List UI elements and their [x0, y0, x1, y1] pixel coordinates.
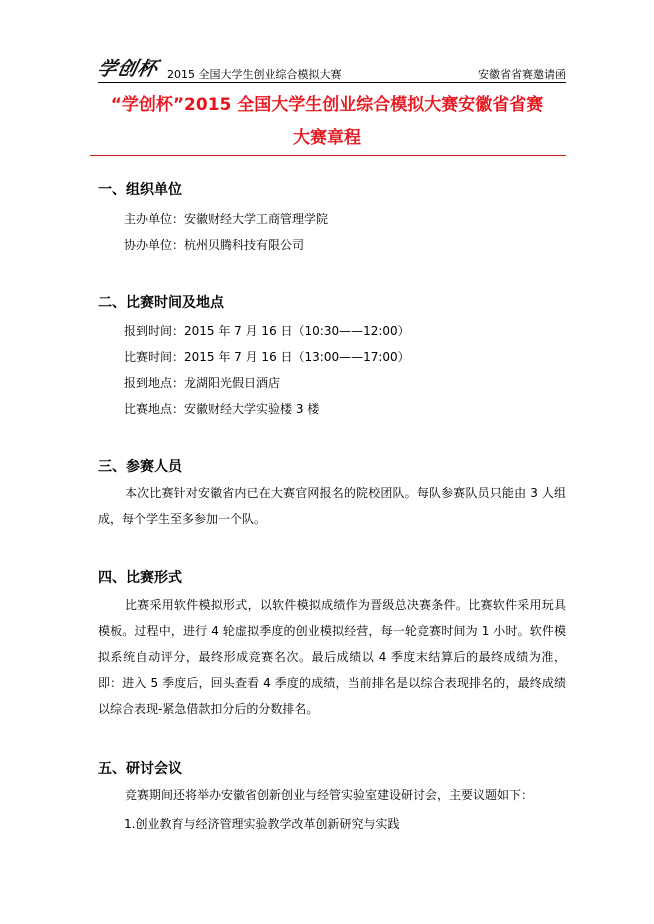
title-divider	[90, 155, 566, 156]
section-heading-participants: 三、参赛人员	[98, 459, 182, 475]
section-heading-organizers: 一、组织单位	[98, 182, 182, 198]
seminar-paragraph: 竞赛期间还将举办安徽省创新创业与经管实验室建设研讨会，主要议题如下：	[125, 788, 534, 802]
checkin-location: 报到地点：龙湖阳光假日酒店	[124, 376, 281, 390]
document-title-line2: 大赛章程	[293, 128, 361, 148]
header-title: 2015 全国大学生创业综合模拟大赛	[167, 68, 342, 81]
checkin-time: 报到时间：2015 年 7 月 16 日（10:30——12:00）	[124, 324, 410, 338]
header-right-text: 安徽省省赛邀请函	[478, 68, 566, 81]
participants-paragraph: 本次比赛针对安徽省内已在大赛官网报名的院校团队。每队参赛队员只能由 3 人组成，每个学生至多参加一个队。	[98, 486, 566, 526]
competition-time: 比赛时间：2015 年 7 月 16 日（13:00——17:00）	[124, 350, 410, 364]
section-heading-format: 四、比赛形式	[98, 570, 182, 586]
seminar-topic-item: 1.创业教育与经济管理实验教学改革创新研究与实践	[124, 817, 400, 831]
document-title-line1: “学创杯”2015 全国大学生创业综合模拟大赛安徽省省赛	[110, 95, 544, 115]
organizer-cohost: 协办单位：杭州贝腾科技有限公司	[124, 238, 305, 252]
section-heading-time-location: 二、比赛时间及地点	[98, 295, 224, 311]
format-paragraph: 比赛采用软件模拟形式，以软件模拟成绩作为晋级总决赛条件。比赛软件采用玩具模板。过程中，进行 4 轮虚拟季度的创业模拟经营，每一轮竞赛时间为 1 小时。软件模拟系统自动评分，最终形成竞赛名次。最后成绩以 4 季度末结算后的最终成绩为准，即：进入 5 季度后，回头查看 4 季度的成绩，当前排名是以综合表现排名的，最终成绩以综合表现-紧急借款扣分后的分数排名。	[98, 598, 566, 716]
xuechuangbei-logo: 学创杯	[95, 58, 161, 80]
competition-location: 比赛地点：安徽财经大学实验楼 3 楼	[124, 402, 320, 416]
organizer-host: 主办单位：安徽财经大学工商管理学院	[124, 212, 329, 226]
section-heading-seminar: 五、研讨会议	[98, 761, 182, 777]
page-header	[95, 52, 566, 83]
